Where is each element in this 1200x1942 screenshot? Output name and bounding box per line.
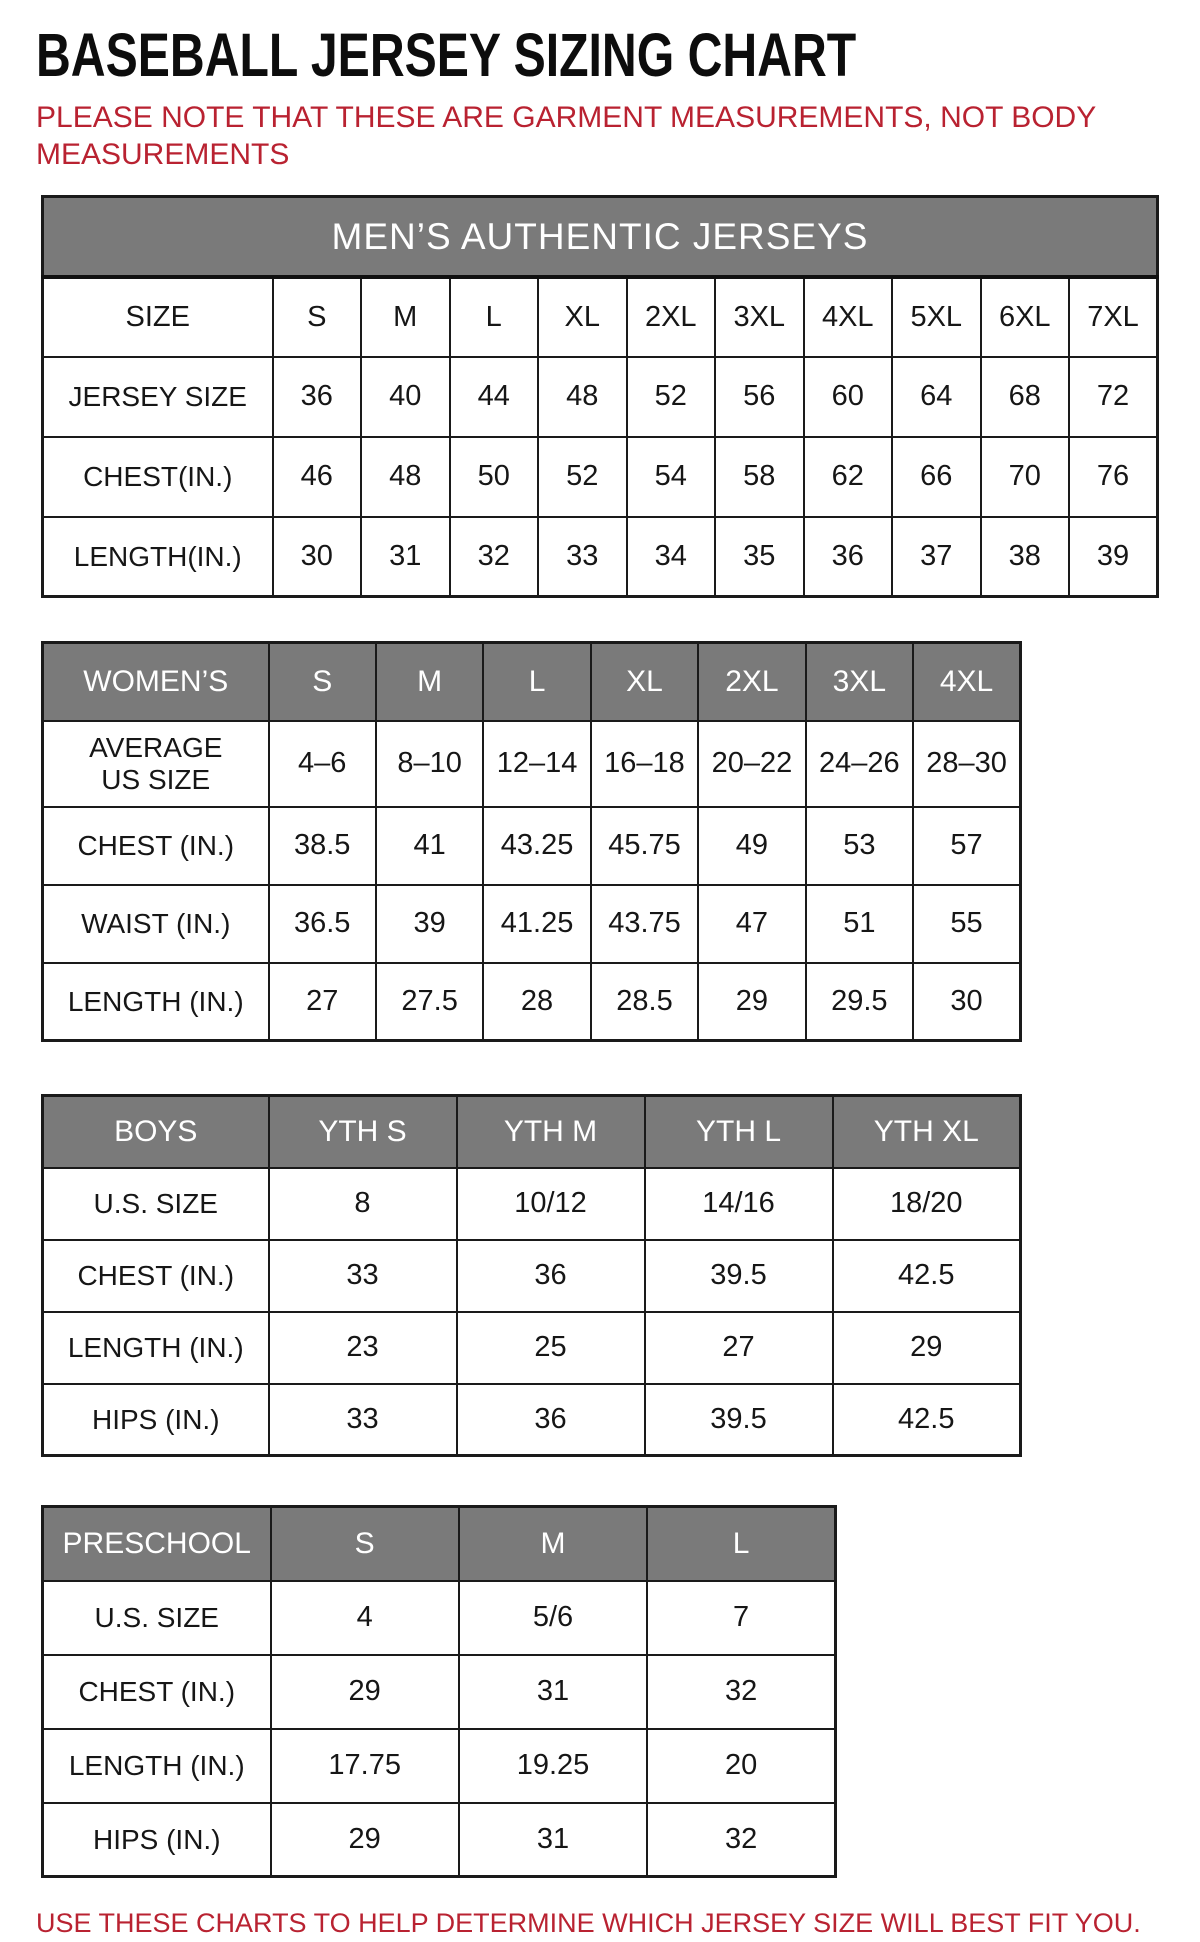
size-value-cell: 52 bbox=[538, 437, 627, 517]
size-value-cell: 48 bbox=[538, 357, 627, 437]
row-label: AVERAGE US SIZE bbox=[43, 721, 269, 807]
garment-measurements-note: PLEASE NOTE THAT THESE ARE GARMENT MEASUREMENTS, NOT BODY MEASUREMENTS bbox=[36, 101, 1096, 171]
size-value-cell: 20 bbox=[647, 1729, 835, 1803]
size-value-cell: 30 bbox=[273, 517, 362, 597]
size-value-cell: 43.25 bbox=[483, 807, 590, 885]
row-label: WAIST (IN.) bbox=[43, 885, 269, 963]
size-value-cell: 5/6 bbox=[459, 1581, 647, 1655]
size-value-cell: 31 bbox=[459, 1803, 647, 1877]
size-value-cell: 40 bbox=[361, 357, 450, 437]
table-banner: MEN’S AUTHENTIC JERSEYS bbox=[43, 197, 1158, 277]
table-corner-header: SIZE bbox=[43, 277, 273, 357]
column-header: S bbox=[271, 1507, 459, 1581]
size-value-cell: 58 bbox=[715, 437, 804, 517]
column-header: YTH XL bbox=[833, 1096, 1021, 1168]
size-value-cell: 62 bbox=[804, 437, 893, 517]
column-header: M bbox=[459, 1507, 647, 1581]
size-value-cell: 36 bbox=[273, 357, 362, 437]
row-label: LENGTH (IN.) bbox=[43, 1729, 271, 1803]
womens-table bbox=[41, 641, 1022, 1042]
size-value-cell: 27.5 bbox=[376, 963, 483, 1041]
row-label: HIPS (IN.) bbox=[43, 1384, 269, 1456]
column-header: 4XL bbox=[913, 643, 1020, 721]
boys-table bbox=[41, 1094, 1022, 1457]
column-header: L bbox=[647, 1507, 835, 1581]
table-corner-header: PRESCHOOL bbox=[43, 1507, 271, 1581]
size-value-cell: 28.5 bbox=[591, 963, 698, 1041]
size-value-cell: 33 bbox=[538, 517, 627, 597]
size-value-cell: 24–26 bbox=[806, 721, 913, 807]
size-value-cell: 20–22 bbox=[698, 721, 805, 807]
row-label: HIPS (IN.) bbox=[43, 1803, 271, 1877]
column-header: XL bbox=[591, 643, 698, 721]
mens-table bbox=[41, 195, 1159, 598]
size-value-cell: 34 bbox=[627, 517, 716, 597]
column-header: YTH S bbox=[269, 1096, 457, 1168]
column-header: 5XL bbox=[892, 277, 981, 357]
size-value-cell: 29 bbox=[271, 1655, 459, 1729]
size-value-cell: 54 bbox=[627, 437, 716, 517]
column-header: 2XL bbox=[698, 643, 805, 721]
column-header: 7XL bbox=[1069, 277, 1158, 357]
row-label: U.S. SIZE bbox=[43, 1581, 271, 1655]
size-value-cell: 7 bbox=[647, 1581, 835, 1655]
size-value-cell: 72 bbox=[1069, 357, 1158, 437]
size-value-cell: 31 bbox=[361, 517, 450, 597]
size-value-cell: 30 bbox=[913, 963, 1020, 1041]
size-value-cell: 38 bbox=[981, 517, 1070, 597]
size-value-cell: 76 bbox=[1069, 437, 1158, 517]
size-value-cell: 36 bbox=[804, 517, 893, 597]
row-label: LENGTH(IN.) bbox=[43, 517, 273, 597]
size-value-cell: 17.75 bbox=[271, 1729, 459, 1803]
womens-jersey-size-table bbox=[41, 641, 1170, 1042]
size-value-cell: 12–14 bbox=[483, 721, 590, 807]
size-value-cell: 39 bbox=[1069, 517, 1158, 597]
size-value-cell: 57 bbox=[913, 807, 1020, 885]
size-value-cell: 50 bbox=[450, 437, 539, 517]
size-value-cell: 37 bbox=[892, 517, 981, 597]
size-value-cell: 28 bbox=[483, 963, 590, 1041]
size-value-cell: 32 bbox=[647, 1655, 835, 1729]
size-value-cell: 68 bbox=[981, 357, 1070, 437]
page-title: BASEBALL JERSEY SIZING CHART bbox=[36, 21, 857, 89]
size-value-cell: 29 bbox=[698, 963, 805, 1041]
size-value-cell: 39.5 bbox=[645, 1384, 833, 1456]
size-value-cell: 60 bbox=[804, 357, 893, 437]
size-value-cell: 31 bbox=[459, 1655, 647, 1729]
size-value-cell: 39 bbox=[376, 885, 483, 963]
size-value-cell: 42.5 bbox=[833, 1240, 1021, 1312]
size-value-cell: 39.5 bbox=[645, 1240, 833, 1312]
footer-note: USE THESE CHARTS TO HELP DETERMINE WHICH JERSEY SIZE WILL BEST FIT YOU. bbox=[36, 1908, 1141, 1939]
mens-jersey-size-table bbox=[41, 195, 1170, 598]
size-value-cell: 4 bbox=[271, 1581, 459, 1655]
column-header: M bbox=[361, 277, 450, 357]
size-value-cell: 25 bbox=[457, 1312, 645, 1384]
size-value-cell: 27 bbox=[645, 1312, 833, 1384]
size-value-cell: 51 bbox=[806, 885, 913, 963]
table-corner-header: WOMEN’S bbox=[43, 643, 269, 721]
row-label: CHEST (IN.) bbox=[43, 1655, 271, 1729]
column-header: S bbox=[273, 277, 362, 357]
column-header: S bbox=[269, 643, 376, 721]
column-header: 4XL bbox=[804, 277, 893, 357]
size-value-cell: 18/20 bbox=[833, 1168, 1021, 1240]
size-value-cell: 36 bbox=[457, 1240, 645, 1312]
size-value-cell: 27 bbox=[269, 963, 376, 1041]
column-header: YTH L bbox=[645, 1096, 833, 1168]
size-value-cell: 29.5 bbox=[806, 963, 913, 1041]
column-header: L bbox=[450, 277, 539, 357]
size-value-cell: 35 bbox=[715, 517, 804, 597]
row-label: CHEST (IN.) bbox=[43, 1240, 269, 1312]
size-value-cell: 43.75 bbox=[591, 885, 698, 963]
size-value-cell: 45.75 bbox=[591, 807, 698, 885]
size-value-cell: 48 bbox=[361, 437, 450, 517]
size-value-cell: 41.25 bbox=[483, 885, 590, 963]
row-label: JERSEY SIZE bbox=[43, 357, 273, 437]
size-value-cell: 53 bbox=[806, 807, 913, 885]
size-value-cell: 8–10 bbox=[376, 721, 483, 807]
row-label: LENGTH (IN.) bbox=[43, 1312, 269, 1384]
row-label: CHEST(IN.) bbox=[43, 437, 273, 517]
size-value-cell: 14/16 bbox=[645, 1168, 833, 1240]
row-label: LENGTH (IN.) bbox=[43, 963, 269, 1041]
size-value-cell: 55 bbox=[913, 885, 1020, 963]
column-header: YTH M bbox=[457, 1096, 645, 1168]
row-label: CHEST (IN.) bbox=[43, 807, 269, 885]
size-value-cell: 33 bbox=[269, 1240, 457, 1312]
size-value-cell: 28–30 bbox=[913, 721, 1020, 807]
size-value-cell: 44 bbox=[450, 357, 539, 437]
column-header: L bbox=[483, 643, 590, 721]
size-value-cell: 36 bbox=[457, 1384, 645, 1456]
size-value-cell: 29 bbox=[833, 1312, 1021, 1384]
column-header: 6XL bbox=[981, 277, 1070, 357]
size-value-cell: 38.5 bbox=[269, 807, 376, 885]
size-value-cell: 23 bbox=[269, 1312, 457, 1384]
size-value-cell: 19.25 bbox=[459, 1729, 647, 1803]
size-value-cell: 52 bbox=[627, 357, 716, 437]
column-header: M bbox=[376, 643, 483, 721]
size-value-cell: 33 bbox=[269, 1384, 457, 1456]
size-value-cell: 46 bbox=[273, 437, 362, 517]
boys-jersey-size-table bbox=[41, 1094, 1170, 1457]
row-label: U.S. SIZE bbox=[43, 1168, 269, 1240]
column-header: 2XL bbox=[627, 277, 716, 357]
size-value-cell: 10/12 bbox=[457, 1168, 645, 1240]
table-corner-header: BOYS bbox=[43, 1096, 269, 1168]
size-value-cell: 70 bbox=[981, 437, 1070, 517]
size-value-cell: 49 bbox=[698, 807, 805, 885]
size-value-cell: 4–6 bbox=[269, 721, 376, 807]
column-header: 3XL bbox=[715, 277, 804, 357]
size-value-cell: 8 bbox=[269, 1168, 457, 1240]
size-value-cell: 36.5 bbox=[269, 885, 376, 963]
column-header: XL bbox=[538, 277, 627, 357]
column-header: 3XL bbox=[806, 643, 913, 721]
size-value-cell: 16–18 bbox=[591, 721, 698, 807]
size-value-cell: 32 bbox=[450, 517, 539, 597]
preschool-jersey-size-table bbox=[41, 1505, 1170, 1878]
preschool-table bbox=[41, 1505, 837, 1878]
size-value-cell: 56 bbox=[715, 357, 804, 437]
size-value-cell: 47 bbox=[698, 885, 805, 963]
size-value-cell: 64 bbox=[892, 357, 981, 437]
size-value-cell: 42.5 bbox=[833, 1384, 1021, 1456]
size-value-cell: 66 bbox=[892, 437, 981, 517]
size-value-cell: 32 bbox=[647, 1803, 835, 1877]
size-value-cell: 29 bbox=[271, 1803, 459, 1877]
size-value-cell: 41 bbox=[376, 807, 483, 885]
